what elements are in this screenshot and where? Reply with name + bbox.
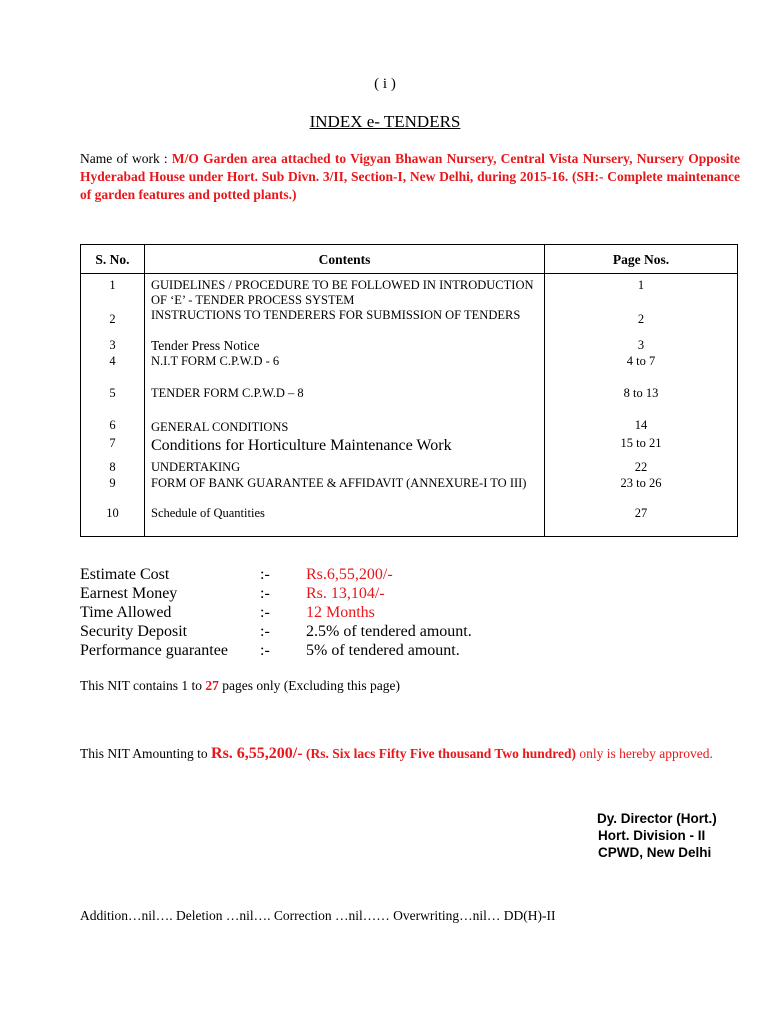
signature-office: CPWD, New Delhi bbox=[598, 845, 712, 860]
row-content: INSTRUCTIONS TO TENDERERS FOR SUBMISSION OF TENDERS bbox=[145, 308, 545, 338]
col-header-sno: S. No. bbox=[81, 245, 145, 274]
col-header-pages: Page Nos. bbox=[545, 245, 738, 274]
row-sno: 4 bbox=[81, 354, 145, 386]
name-of-work bbox=[80, 150, 740, 204]
row-content: FORM OF BANK GUARANTEE & AFFIDAVIT (ANNEXURE-I TO III) bbox=[145, 476, 545, 506]
signature-designation: Dy. Director (Hort.) bbox=[597, 811, 717, 826]
nit-contains-note bbox=[80, 678, 400, 694]
row-sno: 1 bbox=[81, 274, 145, 309]
approval-post: only is hereby approved. bbox=[576, 746, 713, 761]
term-row bbox=[80, 641, 472, 660]
term-separator: :- bbox=[260, 623, 270, 640]
term-row bbox=[80, 622, 472, 641]
term-label: Time Allowed bbox=[80, 604, 172, 621]
work-description: M/O Garden area attached to Vigyan Bhawan Nursery, Central Vista Nursery, Nursery Opposite Hyderabad House under Hort. Sub Divn. 3/II, Section-I, New Delhi, during 2015-16. (SH:- Complete maintenance of garden features and potted plants.) bbox=[80, 151, 740, 202]
work-label: Name of work : bbox=[80, 151, 172, 166]
row-sno: 6 bbox=[81, 418, 145, 436]
row-sno: 5 bbox=[81, 386, 145, 418]
approval-amount: Rs. 6,55,200/- bbox=[211, 745, 303, 762]
term-label: Performance guarantee bbox=[80, 642, 228, 659]
table-row bbox=[81, 460, 738, 476]
term-value: Rs. 13,104/- bbox=[306, 585, 385, 602]
term-value: Rs.6,55,200/- bbox=[306, 566, 393, 583]
row-pages: 2 bbox=[545, 308, 738, 338]
term-label: Security Deposit bbox=[80, 623, 188, 640]
approval-pre: This NIT Amounting to bbox=[80, 746, 212, 761]
row-content: UNDERTAKING bbox=[145, 460, 545, 476]
term-label: Estimate Cost bbox=[80, 566, 170, 583]
row-sno: 10 bbox=[81, 506, 145, 536]
row-content: GENERAL CONDITIONS bbox=[145, 418, 545, 436]
row-pages: 4 to 7 bbox=[545, 354, 738, 386]
row-sno: 3 bbox=[81, 338, 145, 354]
row-content: Schedule of Quantities bbox=[145, 506, 545, 536]
approval-statement bbox=[80, 745, 740, 763]
table-row bbox=[81, 354, 738, 386]
page-number: ( i ) bbox=[374, 76, 396, 92]
footer-remarks: Addition…nil…. Deletion …nil…. Correction …nil…… Overwriting…nil… DD(H)-II bbox=[80, 908, 556, 923]
table-row bbox=[81, 418, 738, 436]
index-table bbox=[80, 244, 738, 537]
contains-pre: This NIT contains 1 to bbox=[80, 678, 206, 693]
contains-page-count: 27 bbox=[205, 678, 219, 693]
term-row bbox=[80, 603, 472, 622]
col-header-contents: Contents bbox=[145, 245, 545, 274]
term-separator: :- bbox=[260, 585, 270, 602]
row-pages: 23 to 26 bbox=[545, 476, 738, 506]
table-row bbox=[81, 386, 738, 418]
table-row bbox=[81, 476, 738, 506]
row-content: Conditions for Horticulture Maintenance Work bbox=[145, 436, 545, 460]
document-title: INDEX e- TENDERS bbox=[309, 112, 461, 131]
term-separator: :- bbox=[260, 566, 270, 583]
row-content: Tender Press Notice bbox=[145, 338, 545, 354]
term-row bbox=[80, 565, 472, 584]
signature-division: Hort. Division - II bbox=[598, 828, 706, 843]
row-content: N.I.T FORM C.P.W.D - 6 bbox=[145, 354, 545, 386]
term-value: 5% of tendered amount. bbox=[306, 642, 460, 659]
signature-block bbox=[597, 810, 717, 861]
row-content: TENDER FORM C.P.W.D – 8 bbox=[145, 386, 545, 418]
row-sno: 9 bbox=[81, 476, 145, 506]
term-separator: :- bbox=[260, 642, 270, 659]
term-label: Earnest Money bbox=[80, 585, 178, 602]
row-sno: 8 bbox=[81, 460, 145, 476]
row-pages: 8 to 13 bbox=[545, 386, 738, 418]
row-sno: 2 bbox=[81, 308, 145, 338]
approval-amount-words: (Rs. Six lacs Fifty Five thousand Two hundred) bbox=[302, 746, 576, 761]
row-pages: 14 bbox=[545, 418, 738, 436]
term-separator: :- bbox=[260, 604, 270, 621]
row-content: GUIDELINES / PROCEDURE TO BE FOLLOWED IN INTRODUCTION OF ‘E’ - TENDER PROCESS SYSTEM bbox=[145, 274, 545, 309]
row-pages: 1 bbox=[545, 274, 738, 309]
row-pages: 22 bbox=[545, 460, 738, 476]
tender-terms bbox=[80, 565, 472, 660]
row-pages: 27 bbox=[545, 506, 738, 536]
table-row bbox=[81, 506, 738, 536]
table-row bbox=[81, 436, 738, 460]
table-row bbox=[81, 274, 738, 309]
row-pages: 15 to 21 bbox=[545, 436, 738, 460]
row-pages: 3 bbox=[545, 338, 738, 354]
row-sno: 7 bbox=[81, 436, 145, 460]
table-row bbox=[81, 308, 738, 338]
table-row bbox=[81, 338, 738, 354]
term-row bbox=[80, 584, 472, 603]
term-value: 12 Months bbox=[306, 604, 375, 621]
contains-post: pages only (Excluding this page) bbox=[218, 678, 400, 693]
term-value: 2.5% of tendered amount. bbox=[306, 623, 472, 640]
